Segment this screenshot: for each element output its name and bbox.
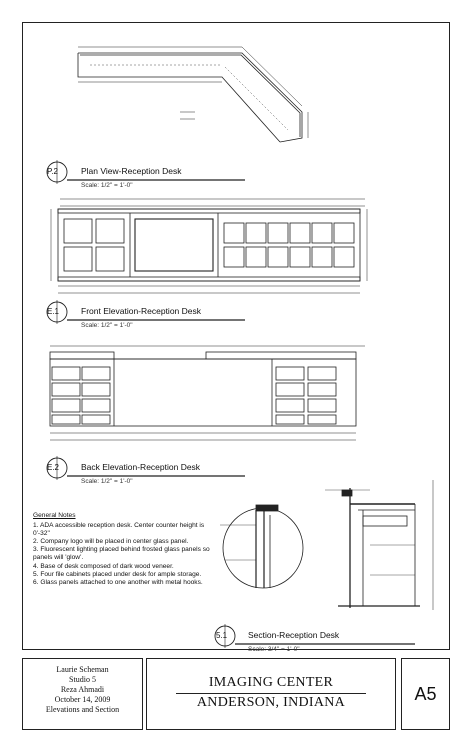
sheet-description: Elevations and Section (45, 705, 120, 714)
note-item: 6. Glass panels attached to one another with metal hooks. (33, 578, 203, 586)
front-elevation-drawing (51, 199, 367, 293)
project-block (146, 658, 396, 730)
plan-view-title: Plan View-Reception Desk (81, 166, 182, 176)
view-tag-51: 5.1 (216, 631, 228, 640)
back-elevation-scale: Scale: 1/2" = 1'-0" (81, 478, 133, 485)
front-elevation-title: Front Elevation-Reception Desk (81, 306, 202, 316)
back-elevation-title: Back Elevation-Reception Desk (81, 462, 201, 472)
plan-view-scale: Scale: 1/2" = 1'-0" (81, 182, 133, 189)
back-elevation-drawing (50, 346, 365, 440)
note-item: 2. Company logo will be placed in center glass panel. (33, 538, 189, 546)
note-item: 3. Fluorescent lighting placed behind frosted glass panels so panels will 'glow'. (33, 546, 210, 562)
front-elevation-scale: Scale: 1/2" = 1'-0" (81, 322, 133, 329)
note-item: 4. Base of desk composed of dark wood veneer. (33, 562, 174, 570)
section-drawing (220, 480, 433, 610)
note-item: 5. Four file cabinets placed under desk for ample storage. (33, 570, 202, 578)
section-scale: Scale: 3/4" = 1'-0" (248, 646, 300, 653)
project-name: IMAGING CENTER (208, 675, 334, 690)
studio-label: Studio 5 (69, 675, 96, 684)
view-tag-e2: E.2 (47, 463, 60, 472)
view-tag-e1: E.1 (47, 307, 60, 316)
drawing-sheet (20, 20, 452, 713)
general-notes (33, 512, 213, 587)
section-title: Section-Reception Desk (248, 630, 340, 640)
note-item: 1. ADA accessible reception desk. Center counter height is 0'-32" (33, 522, 205, 538)
project-location: ANDERSON, INDIANA (196, 695, 346, 710)
sheet-number: A5 (401, 658, 450, 730)
view-tag-p2: P.2 (47, 167, 58, 176)
author-block (22, 658, 143, 730)
general-notes-heading: General Notes (33, 512, 76, 519)
instructor-name: Reza Ahmadi (60, 685, 105, 694)
project-divider (176, 693, 366, 694)
plan-view-drawing (78, 47, 308, 142)
author-name: Laurie Scheman (56, 665, 109, 674)
date-label: October 14, 2009 (54, 695, 111, 704)
